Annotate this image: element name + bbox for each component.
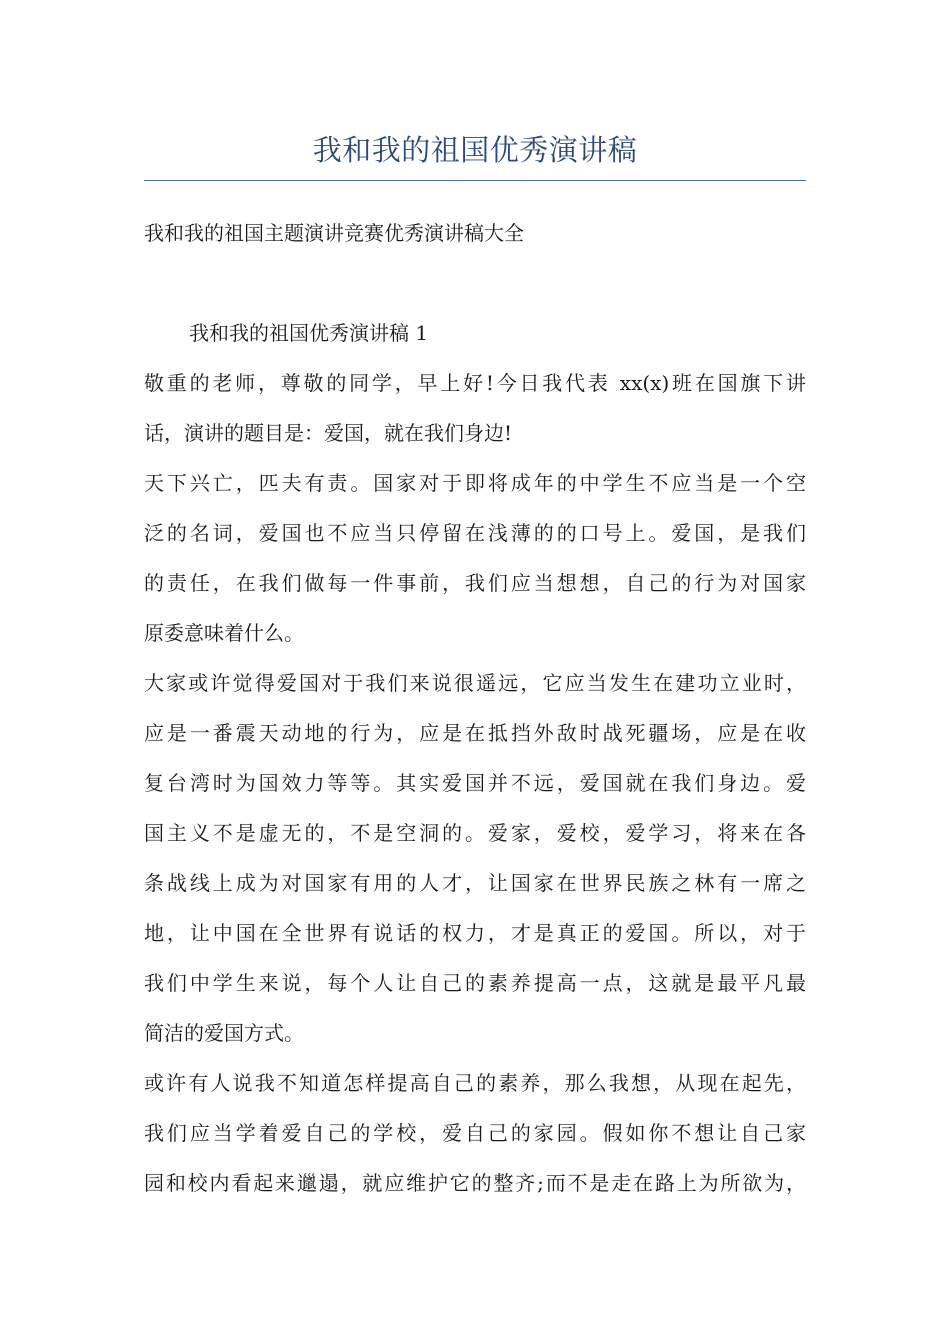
body-line: 地，让中国在全世界有说话的权力，才是真正的爱国。所以，对于 <box>144 921 806 945</box>
body-line: 敬重的老师，尊敬的同学，早上好!今日我代表 xx(x)班在国旗下讲 <box>144 371 806 395</box>
body-line: 我们应当学着爱自己的学校，爱自己的家园。假如你不想让自己家 <box>144 1121 806 1145</box>
document-title: 我和我的祖国优秀演讲稿 <box>312 133 638 167</box>
body-line: 天下兴亡，匹夫有责。国家对于即将成年的中学生不应当是一个空 <box>144 471 806 495</box>
body-line: 应是一番震天动地的行为，应是在抵挡外敌时战死疆场，应是在收 <box>144 721 806 745</box>
body-line: 国主义不是虚无的，不是空洞的。爱家，爱校，爱学习，将来在各 <box>144 821 806 845</box>
section-heading: 我和我的祖国优秀演讲稿 1 <box>189 321 429 345</box>
body-line: 简洁的爱国方式。 <box>144 1021 304 1045</box>
body-line: 复台湾时为国效力等等。其实爱国并不远，爱国就在我们身边。爱 <box>144 771 806 795</box>
body-line: 泛的名词，爱国也不应当只停留在浅薄的的口号上。爱国，是我们 <box>144 521 806 545</box>
body-line: 或许有人说我不知道怎样提高自己的素养，那么我想，从现在起先， <box>144 1071 806 1095</box>
body-line: 原委意味着什么。 <box>144 621 304 645</box>
body-line: 园和校内看起来邋遢，就应维护它的整齐;而不是走在路上为所欲为， <box>144 1171 806 1195</box>
body-line: 话，演讲的题目是：爱国，就在我们身边! <box>144 421 513 445</box>
document-subtitle: 我和我的祖国主题演讲竞赛优秀演讲稿大全 <box>144 221 524 245</box>
body-line: 大家或许觉得爱国对于我们来说很遥远，它应当发生在建功立业时， <box>144 671 806 695</box>
body-line: 条战线上成为对国家有用的人才，让国家在世界民族之林有一席之 <box>144 871 806 895</box>
body-line: 我们中学生来说，每个人让自己的素养提高一点，这就是最平凡最 <box>144 971 806 995</box>
body-line: 的责任，在我们做每一件事前，我们应当想想，自己的行为对国家 <box>144 571 806 595</box>
title-underline <box>144 180 806 181</box>
body-text <box>144 366 806 1216</box>
